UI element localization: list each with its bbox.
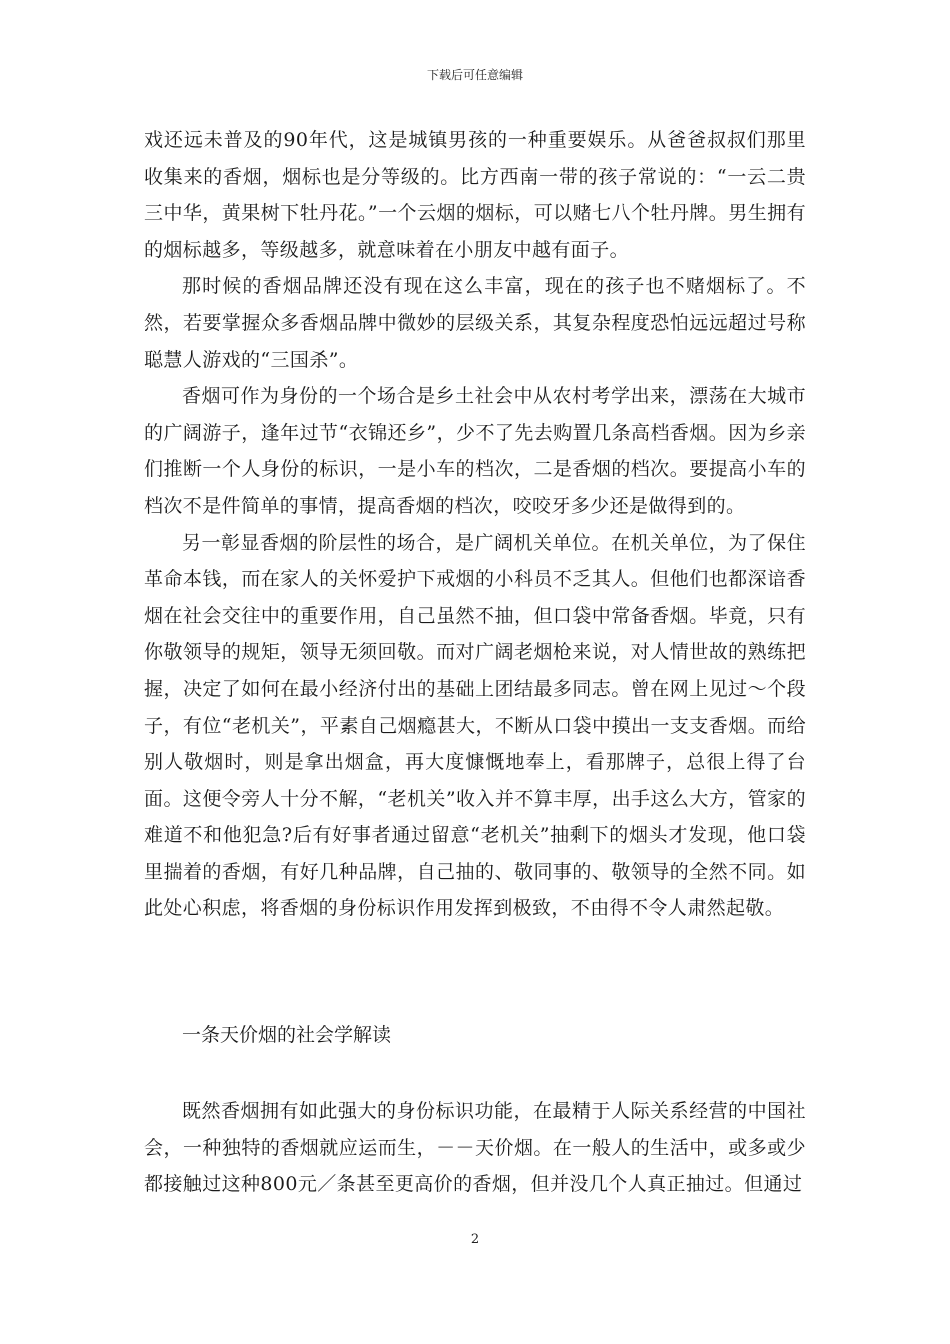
page-header: 下载后可任意编辑 [426,68,523,82]
page-number: 2 [470,1232,480,1247]
document-body-continued [144,1093,806,1203]
document-body [144,122,806,927]
paragraph: 既然香烟拥有如此强大的身份标识功能，在最精于人际关系经营的中国社会，一种独特的香烟就应运而生，－－天价烟。在一般人的生活中，或多或少都接触过这种800元／条甚至更高价的香烟，但并没几个人真正抽过。但通过 [144,1100,806,1196]
section-title: 一条天价烟的社会学解读 [182,1024,392,1046]
paragraph: 另一彰显香烟的阶层性的场合，是广阔机关单位。在机关单位，为了保住革命本钱，而在家人的关怀爱护下戒烟的小科员不乏其人。但他们也都深谙香烟在社会交往中的重要作用，自己虽然不抽，但口袋中常备香烟。毕竟，只有你敬领导的规矩，领导无须回敬。而对广阔老烟枪来说，对人情世故的熟练把握，决定了如何在最小经济付出的基础上团结最多同志。曾在网上见过～个段子，有位“老机关”，平素自己烟瘾甚大，不断从口袋中摸出一支支香烟。而给别人敬烟时，则是拿出烟盒，再大度慷慨地奉上，看那牌子，总很上得了台面。这便令旁人十分不解，“老机关”收入并不算丰厚，出手这么大方，管家的难道不和他犯急?后有好事者通过留意“老机关”抽剩下的烟头才发现，他口袋里揣着的香烟，有好几种品牌，自己抽的、敬同事的、敬领导的全然不同。如此处心积虑，将香烟的身份标识作用发挥到极致，不由得不令人肃然起敬。 [144,531,806,920]
paragraph: 那时候的香烟品牌还没有现在这么丰富，现在的孩子也不赌烟标了。不然，若要掌握众多香烟品牌中微妙的层级关系，其复杂程度恐怕远远超过号称聪慧人游戏的“三国杀”。 [144,275,806,371]
paragraph-continued: 戏还远未普及的90年代，这是城镇男孩的一种重要娱乐。从爸爸叔叔们那里收集来的香烟，烟标也是分等级的。比方西南一带的孩子常说的：“一云二贵三中华，黄果树下牡丹花。”一个云烟的烟标，可以赌七八个牡丹牌。男生拥有的烟标越多，等级越多，就意味着在小朋友中越有面子。 [144,129,806,261]
paragraph: 香烟可作为身份的一个场合是乡土社会中从农村考学出来，漂荡在大城市的广阔游子，逢年过节“衣锦还乡”，少不了先去购置几条高档香烟。因为乡亲们推断一个人身份的标识，一是小车的档次，二是香烟的档次。要提高小车的档次不是件简单的事情，提高香烟的档次，咬咬牙多少还是做得到的。 [144,385,806,517]
